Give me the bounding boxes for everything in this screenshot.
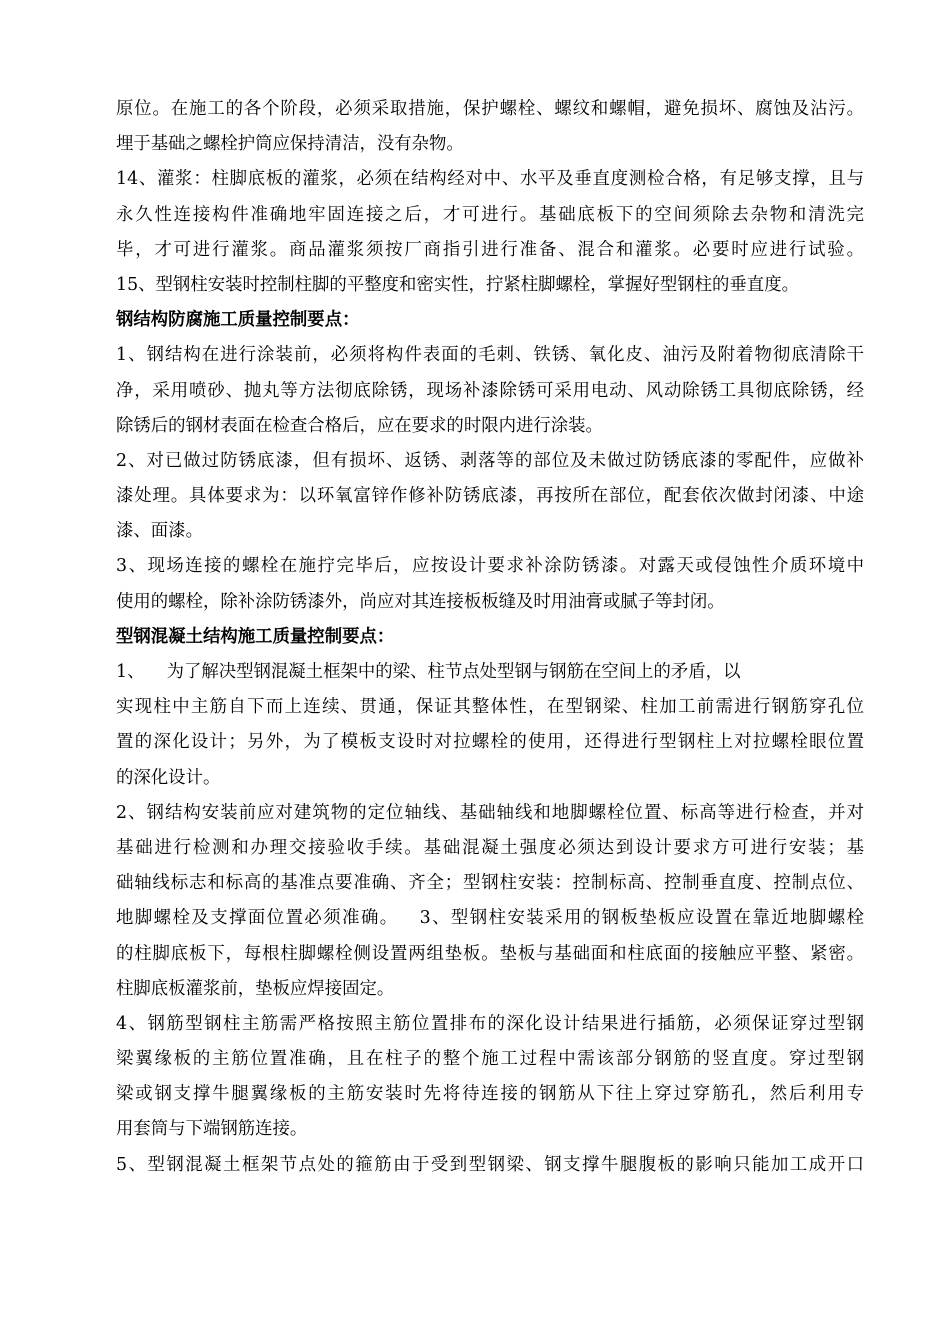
text-line: 2、对已做过防锈底漆，但有损坏、返锈、剥落等的部位及未做过防锈底漆的零配件，应做补 xyxy=(116,450,864,471)
text-line: 用套筒与下端钢筋连接。 xyxy=(116,1119,308,1140)
section-heading: 型钢混凝土结构施工质量控制要点： xyxy=(116,626,395,647)
text-line: 净，采用喷砂、抛丸等方法彻底除锈，现场补漆除锈可采用电动、风动除锈工具彻底除锈，经 xyxy=(116,380,864,401)
text-line: 5、型钢混凝土框架节点处的箍筋由于受到型钢梁、钢支撑牛腿腹板的影响只能加工成开口 xyxy=(116,1154,864,1175)
text-line: 置的深化设计；另外，为了模板支设时对拉螺栓的使用，还得进行型钢柱上对拉螺栓眼位置 xyxy=(116,732,864,753)
text-line: 梁或钢支撑牛腿翼缘板的主筋安装时先将待连接的钢筋从下往上穿过穿筋孔，然后利用专 xyxy=(116,1084,864,1105)
text-line: 埋于基础之螺栓护筒应保持清洁，没有杂物。 xyxy=(116,134,464,155)
text-line: 永久性连接构件准确地牢固连接之后，才可进行。基础底板下的空间须除去杂物和清洗完 xyxy=(116,204,864,225)
text-line: 的柱脚底板下，每根柱脚螺栓侧设置两组垫板。垫板与基础面和柱底面的接触应平整、紧密。 xyxy=(116,943,864,964)
text-line: 地脚螺栓及支撑面位置必须准确。 3、型钢柱安装采用的钢板垫板应设置在靠近地脚螺栓 xyxy=(116,908,864,929)
text-line: 1、 为了解决型钢混凝土框架中的梁、柱节点处型钢与钢筋在空间上的矛盾，以 xyxy=(116,662,741,682)
text-line: 2、钢结构安装前应对建筑物的定位轴线、基础轴线和地脚螺栓位置、标高等进行检查，并对 xyxy=(116,802,864,823)
text-line: 漆处理。具体要求为：以环氧富锌作修补防锈底漆，再按所在部位，配套依次做封闭漆、中途 xyxy=(116,486,864,507)
text-line: 基础进行检测和办理交接验收手续。基础混凝土强度必须达到设计要求方可进行安装；基 xyxy=(116,837,864,858)
text-line: 础轴线标志和标高的基准点要准确、齐全；型钢柱安装：控制标高、控制垂直度、控制点位、 xyxy=(116,873,864,894)
text-line: 3、现场连接的螺栓在施拧完毕后，应按设计要求补涂防锈漆。对露天或侵蚀性介质环境中 xyxy=(116,556,864,577)
text-line: 梁翼缘板的主筋位置准确，且在柱子的整个施工过程中需该部分钢筋的竖直度。穿过型钢 xyxy=(116,1049,864,1070)
text-line: 14、灌浆：柱脚底板的灌浆，必须在结构经对中、水平及垂直度测检合格，有足够支撑，且与 xyxy=(116,169,864,190)
section-heading: 钢结构防腐施工质量控制要点： xyxy=(116,310,360,331)
text-line: 毕，才可进行灌浆。商品灌浆须按厂商指引进行准备、混合和灌浆。必要时应进行试验。 xyxy=(116,239,864,260)
text-line: 1、钢结构在进行涂装前，必须将构件表面的毛刺、铁锈、氧化皮、油污及附着物彻底清除干 xyxy=(116,345,864,366)
text-line: 柱脚底板灌浆前，垫板应焊接固定。 xyxy=(116,978,395,999)
document-body xyxy=(116,92,864,1183)
text-line: 4、钢筋型钢柱主筋需严格按照主筋位置排布的深化设计结果进行插筋，必须保证穿过型钢 xyxy=(116,1013,864,1034)
text-line: 除锈后的钢材表面在检查合格后，应在要求的时限内进行涂装。 xyxy=(116,415,603,436)
text-line: 使用的螺栓，除补涂防锈漆外，尚应对其连接板板缝及时用油膏或腻子等封闭。 xyxy=(116,591,725,612)
text-line: 的深化设计。 xyxy=(116,767,221,788)
text-line: 15、型钢柱安装时控制柱脚的平整度和密实性，拧紧柱脚螺栓，掌握好型钢柱的垂直度。 xyxy=(116,274,799,295)
text-line: 漆、面漆。 xyxy=(116,521,203,542)
text-line: 实现柱中主筋自下而上连续、贯通，保证其整体性，在型钢梁、柱加工前需进行钢筋穿孔位 xyxy=(116,697,864,718)
text-line: 原位。在施工的各个阶段，必须采取措施，保护螺栓、螺纹和螺帽，避免损坏、腐蚀及沾污。 xyxy=(116,99,864,119)
